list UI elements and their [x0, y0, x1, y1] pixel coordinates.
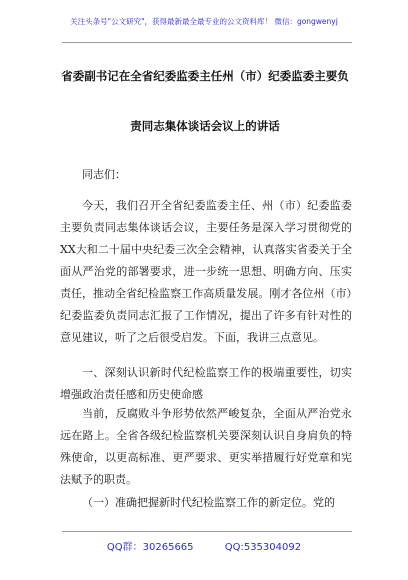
subsection-heading-1	[60, 492, 352, 514]
document-title-line1: 省委副书记在全省纪委监委主任州（市）纪委监委主要负	[61, 69, 349, 83]
footer-divider	[62, 531, 352, 532]
footer-qq-contact: QQ:535304092	[224, 542, 302, 553]
document-title-line2: 责同志集体谈话会议上的讲话	[130, 119, 280, 133]
paragraph-2-text: 当前，反腐败斗争形势依然严峻复杂，全面从严治党永远在路上。全省各级纪检监察机关要深刻认识自身肩负的特殊使命，以更高标准、更严要求、更实举措履行好党章和宪法赋予的职责。	[60, 407, 352, 486]
subsection-heading-1-text: （一）准确把握新时代纪检监察工作的新定位。党的	[82, 496, 335, 509]
header-divider	[62, 42, 352, 43]
paragraph-1	[60, 195, 352, 349]
footer-contacts	[0, 538, 408, 553]
header-notice: 关注头条号"公文研究"，获得最新最全最专业的公文资料库！ 微信：gongwenyj	[70, 17, 338, 26]
paragraph-2	[60, 403, 352, 491]
greeting: 同志们：	[82, 168, 126, 181]
section-heading-1	[60, 362, 352, 406]
footer-qq-group: QQ群：30265665	[106, 542, 194, 553]
section-heading-1-text: 一、深刻认识新时代纪检监察工作的极端重要性，切实增强政治责任感和历史使命感	[60, 366, 352, 401]
paragraph-1-text: 今天，我们召开全省纪委监委主任、州（市）纪委监委主要负责同志集体谈话会议，主要任务是深入学习贯彻党的XX大和二十届中央纪委三次全会精神，认真落实省委关于全面从严治党的部署要求，进一步统一思想、明确方向、压实责任，推动全省纪检监察工作高质量发展。刚才各位州（市）纪委监委负责同志汇报了工作情况，提出了许多有针对性的意见建议，听了之后很受启发。下面，我讲三点意见。	[60, 199, 352, 344]
